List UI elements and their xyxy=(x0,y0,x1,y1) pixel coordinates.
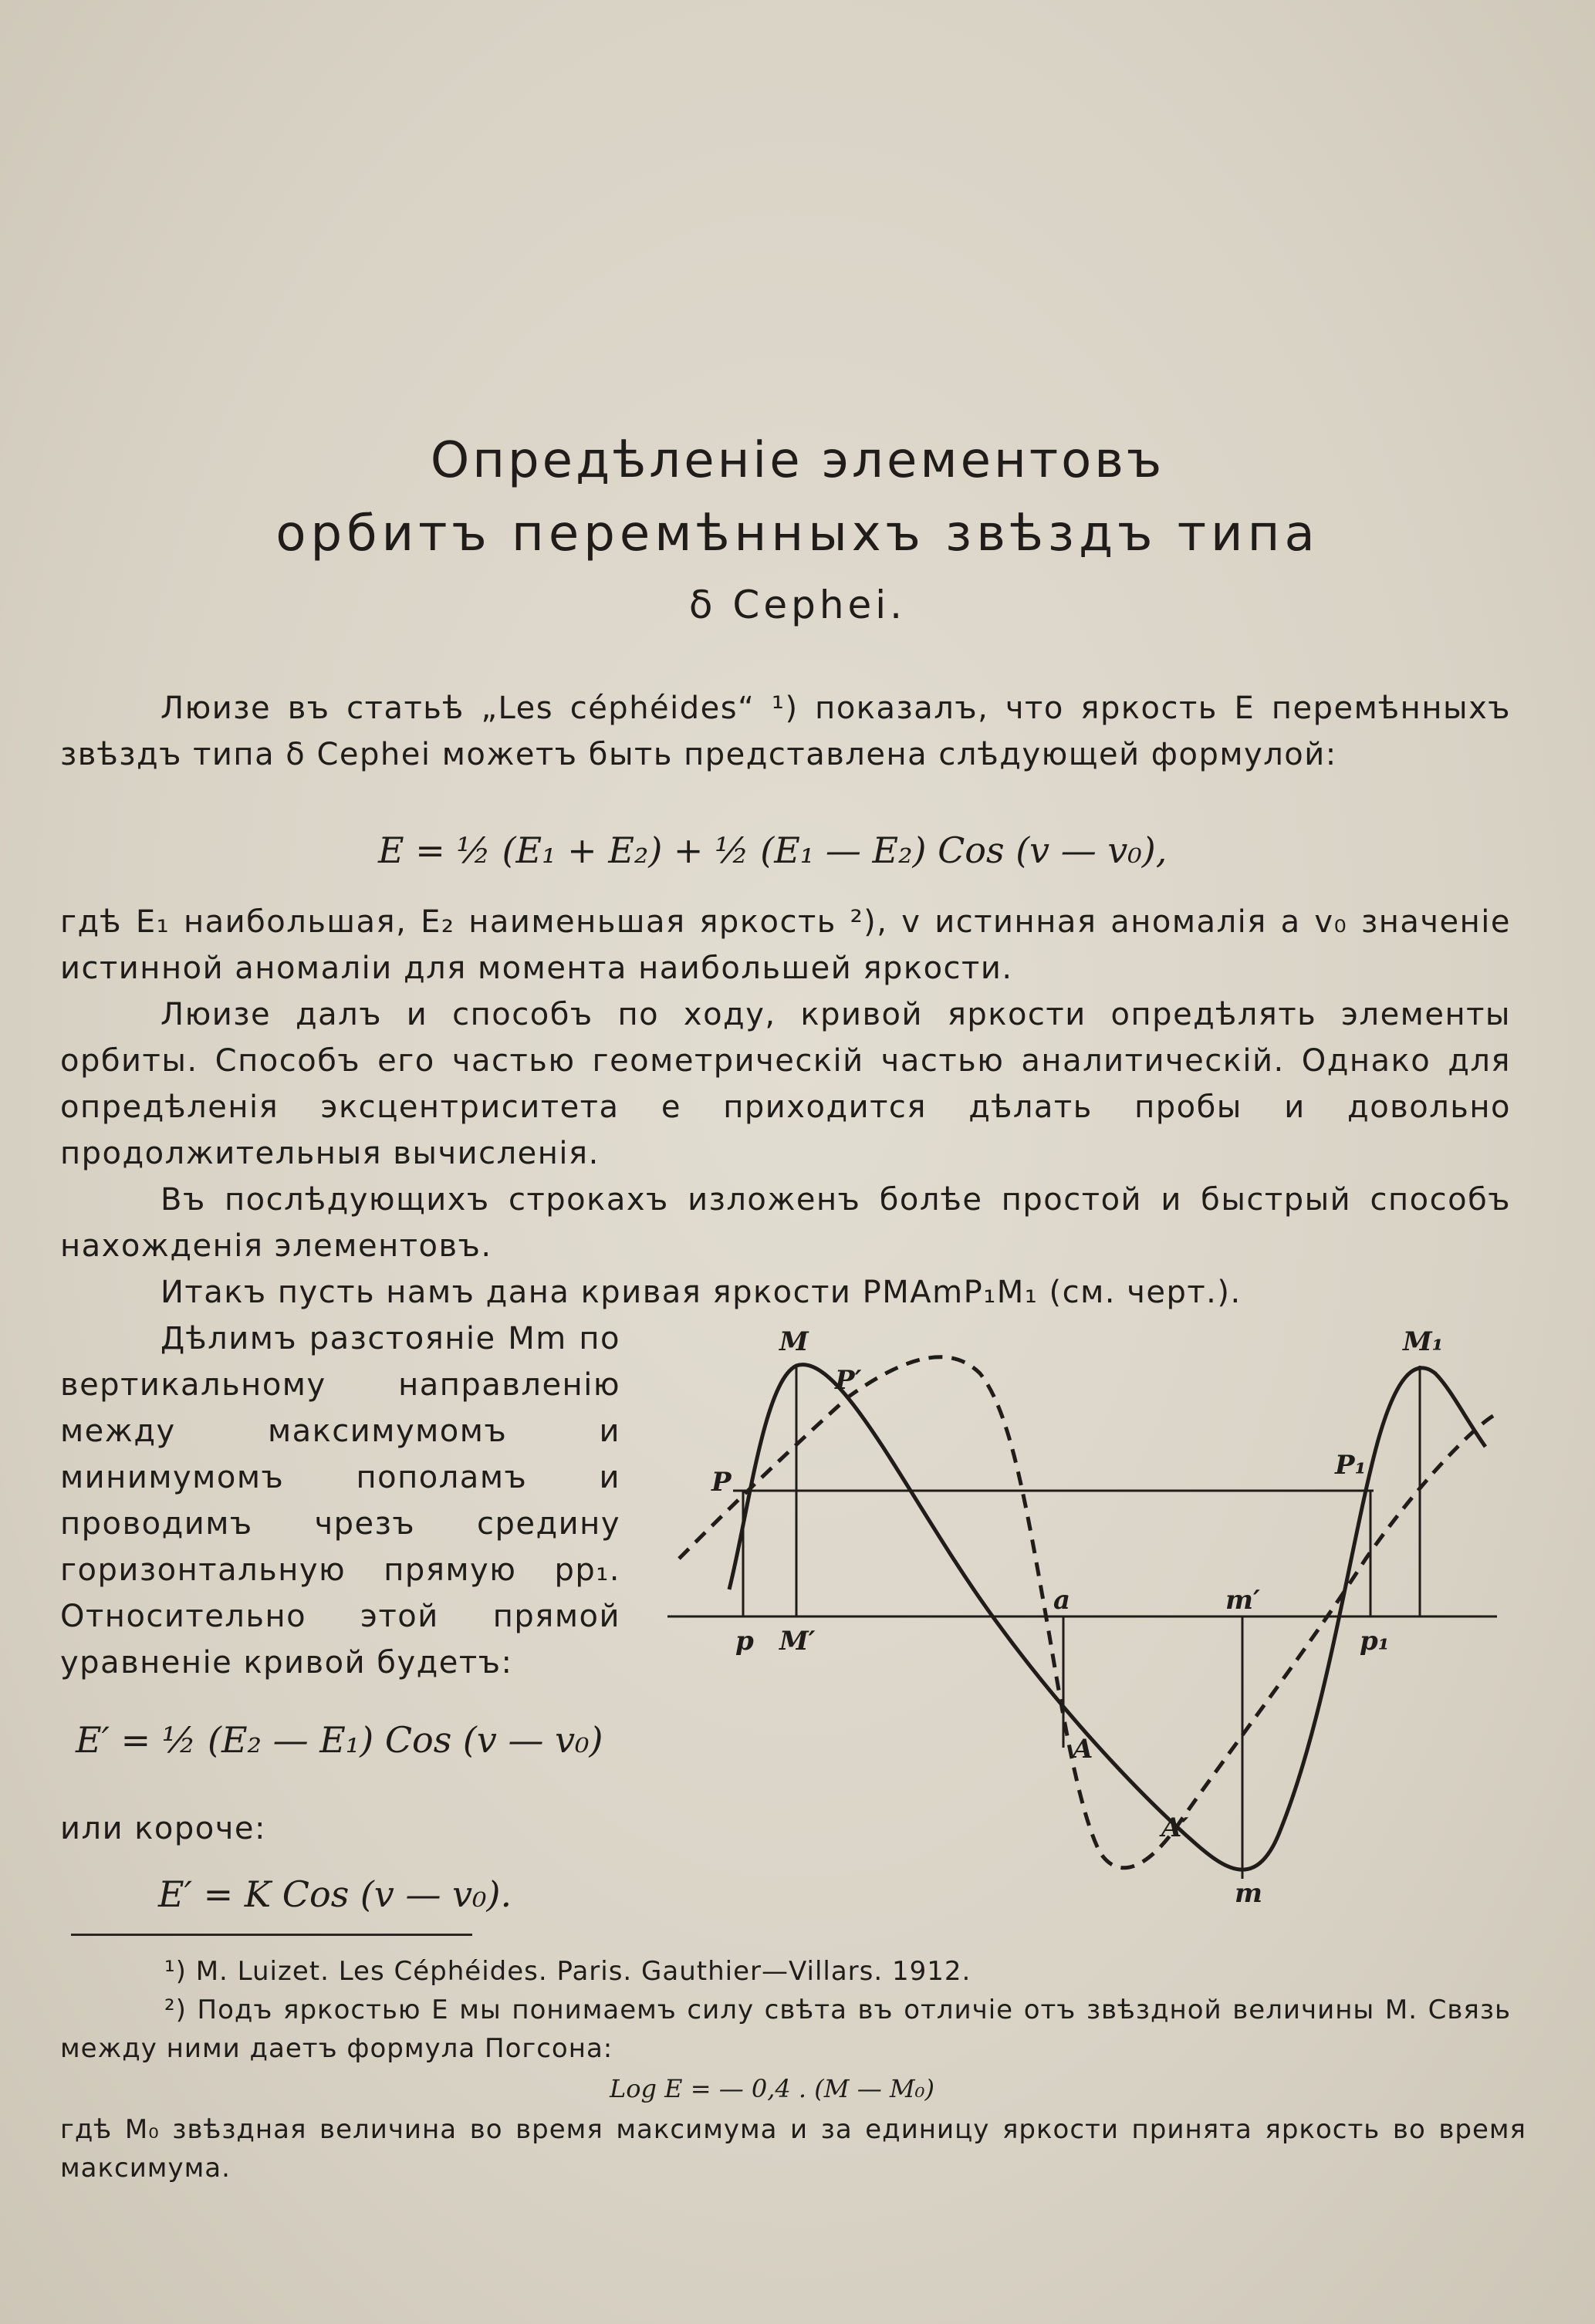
label-M1: M₁ xyxy=(1403,1326,1444,1357)
label-A-prime: A′ xyxy=(1161,1812,1189,1843)
label-m: m xyxy=(1235,1878,1262,1909)
label-m-prime: m′ xyxy=(1225,1585,1260,1616)
title-line-3: δ Cephei. xyxy=(688,583,907,627)
paragraph-given-curve: Итакъ пусть намъ дана кривая яркости PMAmP₁M₁ (см. черт.). xyxy=(161,1275,1242,1310)
formula-pogson: Log E = — 0,4 . (M — M₀) xyxy=(610,2074,934,2103)
paragraph-intro: Люизе въ статьѣ „Les céphéides“ ¹) показалъ, что яркость E перемѣнныхъ звѣздъ типа δ Cephei можетъ быть представлена слѣдующей формулой: xyxy=(60,691,1511,772)
formula-short: E′ = K Cos (v — v₀). xyxy=(158,1873,512,1915)
formula-brightness: E = ½ (E₁ + E₂) + ½ (E₁ — E₂) Cos (v — v₀), xyxy=(378,829,1168,871)
title-line-2: орбитъ перемѣнныхъ звѣздъ типа xyxy=(275,505,1320,562)
paragraph-or-shorter: или короче: xyxy=(60,1811,266,1846)
footnote-3: гдѣ M₀ звѣздная величина во время максимума и за единицу яркости принята яркость во время максимума. xyxy=(60,2114,1526,2184)
label-M: M xyxy=(779,1326,809,1357)
formula-relative: E′ = ½ (E₂ — E₁) Cos (v — v₀) xyxy=(76,1719,603,1761)
label-a: a xyxy=(1053,1585,1071,1616)
paragraph-division: Дѣлимъ разстояніе Mm по вертикальному направленію между максимумомъ и минимумомъ пополамъ и проводимъ чрезъ средину горизонтальную прямую pp₁. Относительно этой прямой уравненіе кривой будетъ: xyxy=(60,1321,620,1681)
label-p: p xyxy=(735,1626,754,1657)
label-A: A xyxy=(1073,1734,1093,1765)
footnote-2: ²) Подъ яркостью E мы понимаемъ силу свѣта въ отличіе отъ звѣздной величины M. Связь между ними даетъ формула Погсона: xyxy=(60,1995,1511,2064)
paragraph-definitions: гдѣ E₁ наибольшая, E₂ наименьшая яркость ²), v истинная аномалія а v₀ значеніе истинной аномаліи для момента наибольшей яркости. xyxy=(60,904,1511,986)
label-P: P xyxy=(711,1467,732,1498)
label-P1: P₁ xyxy=(1335,1450,1367,1481)
paragraph-simpler-method: Въ послѣдующихъ строкахъ изложенъ болѣе простой и быстрый способъ нахожденія элементовъ. xyxy=(60,1182,1511,1264)
footnote-divider xyxy=(71,1934,472,1936)
label-P-prime: P′ xyxy=(835,1365,862,1396)
light-curve-diagram xyxy=(656,1312,1536,1914)
label-M-prime: M′ xyxy=(779,1626,816,1657)
label-p1: p₁ xyxy=(1360,1626,1390,1657)
paragraph-method: Люизе далъ и способъ по ходу, кривой яркости опредѣлять элементы орбиты. Способъ его частью геометрическій частью аналитическій. Однако для опредѣленія эксцентриситета e приходится дѣлать пробы и довольно продолжительныя вычисленія. xyxy=(60,997,1511,1171)
footnote-1: ¹) M. Luizet. Les Céphéides. Paris. Gauthier—Villars. 1912. xyxy=(164,1956,972,1987)
title-line-1: Опредѣленіе элементовъ xyxy=(430,432,1165,489)
